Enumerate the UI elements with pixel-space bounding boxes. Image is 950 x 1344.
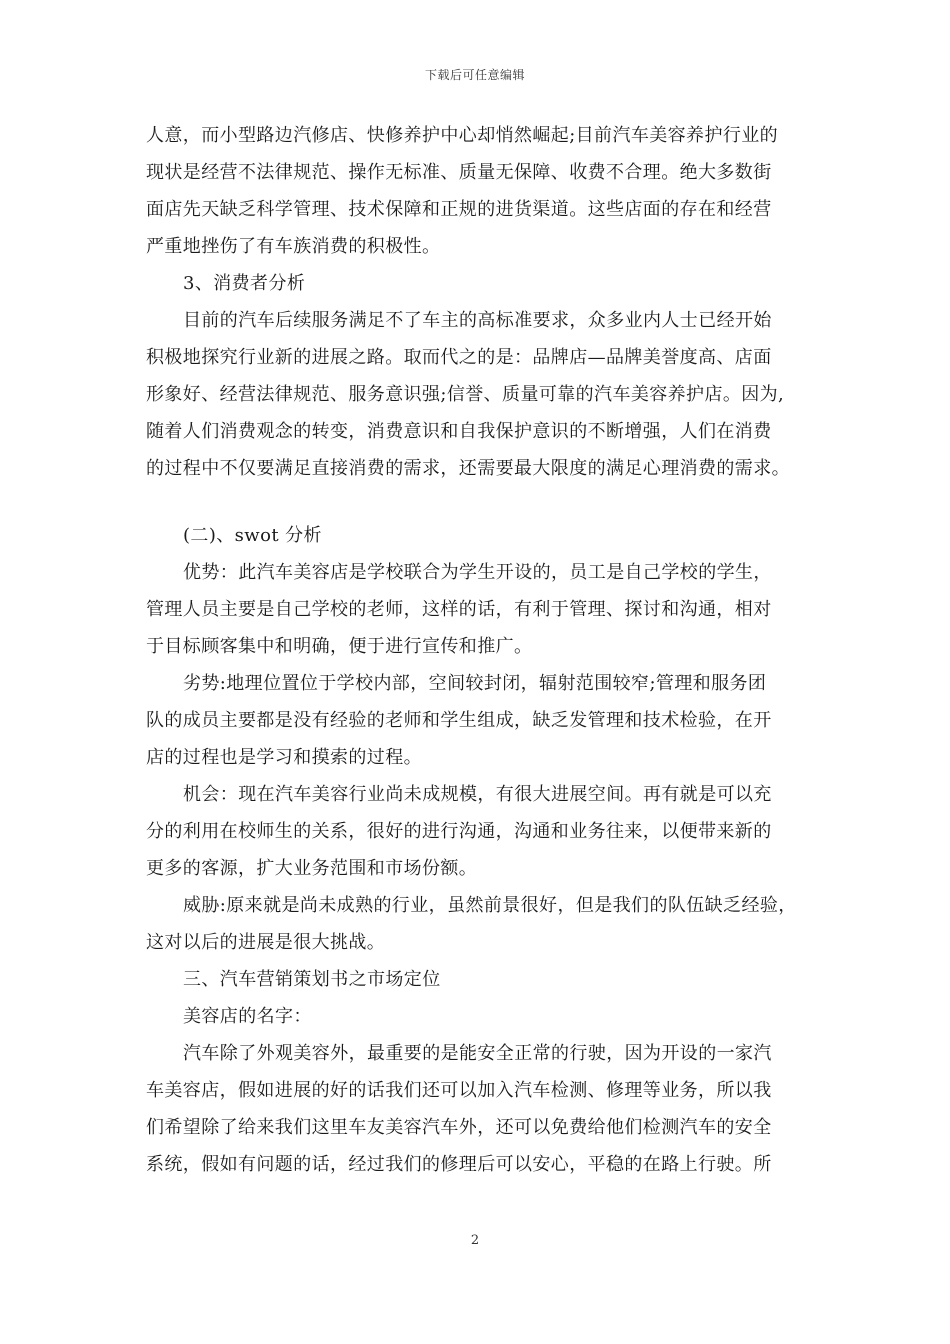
text-line: 人意，而小型路边汽修店、快修养护中心却悄然崛起;目前汽车美容养护行业的 [146, 125, 779, 146]
text-line: 积极地探究行业新的进展之路。取而代之的是：品牌店—品牌美誉度高、店面 [146, 347, 772, 368]
text-line: 于目标顾客集中和明确，便于进行宣传和推广。 [146, 636, 533, 657]
text-line: 们希望除了给来我们这里车友美容汽车外，还可以免费给他们检测汽车的安全 [146, 1117, 772, 1138]
text-line: 的过程中不仅要满足直接消费的需求，还需要最大限度的满足心理消费的需求。 [146, 458, 790, 479]
text-line: 形象好、经营法律规范、服务意识强;信誉、质量可靠的汽车美容养护店。因为, [146, 384, 785, 405]
section-heading: 3、消费者分析 [183, 273, 306, 294]
text-line: 美容店的名字： [183, 1006, 312, 1027]
text-line: 车美容店，假如进展的好的话我们还可以加入汽车检测、修理等业务，所以我 [146, 1080, 772, 1101]
text-line: 目前的汽车后续服务满足不了车主的高标准要求，众多业内人士已经开始 [183, 310, 772, 331]
text-line: 威胁:原来就是尚未成熟的行业，虽然前景很好，但是我们的队伍缺乏经验， [183, 895, 797, 916]
text-line: 分的利用在校师生的关系，很好的进行沟通，沟通和业务往来，以便带来新的 [146, 821, 772, 842]
text-line: 管理人员主要是自己学校的老师，这样的话，有利于管理、探讨和沟通，相对 [146, 599, 772, 620]
text-line: 更多的客源，扩大业务范围和市场份额。 [146, 858, 478, 879]
document-body [146, 117, 818, 1183]
text-line: 店的过程也是学习和摸索的过程。 [146, 747, 422, 768]
section-heading: (二)、swot 分析 [183, 525, 322, 546]
page-number: 2 [470, 1233, 480, 1248]
text-line: 队的成员主要都是没有经验的老师和学生组成，缺乏发管理和技术检验，在开 [146, 710, 772, 731]
text-line: 汽车除了外观美容外，最重要的是能安全正常的行驶，因为开设的一家汽 [183, 1043, 772, 1064]
text-line: 机会：现在汽车美容行业尚未成规模，有很大进展空间。再有就是可以充 [183, 784, 772, 805]
text-line: 面店先天缺乏科学管理、技术保障和正规的进货渠道。这些店面的存在和经营 [146, 199, 772, 220]
text-line: 严重地挫伤了有车族消费的积极性。 [146, 236, 441, 257]
page-header: 下载后可任意编辑 [424, 68, 525, 82]
text-line: 现状是经营不法律规范、操作无标准、质量无保障、收费不合理。绝大多数街 [146, 162, 772, 183]
text-line: 随着人们消费观念的转变，消费意识和自我保护意识的不断增强，人们在消费 [146, 421, 772, 442]
text-line: 优势：此汽车美容店是学校联合为学生开设的，员工是自己学校的学生， [183, 562, 772, 583]
text-line: 劣势:地理位置位于学校内部，空间较封闭，辐射范围较窄;管理和服务团 [183, 673, 767, 694]
text-line: 这对以后的进展是很大挑战。 [146, 932, 386, 953]
section-heading: 三、汽车营销策划书之市场定位 [183, 969, 441, 990]
text-line: 系统，假如有问题的话，经过我们的修理后可以安心，平稳的在路上行驶。所 [146, 1154, 772, 1175]
